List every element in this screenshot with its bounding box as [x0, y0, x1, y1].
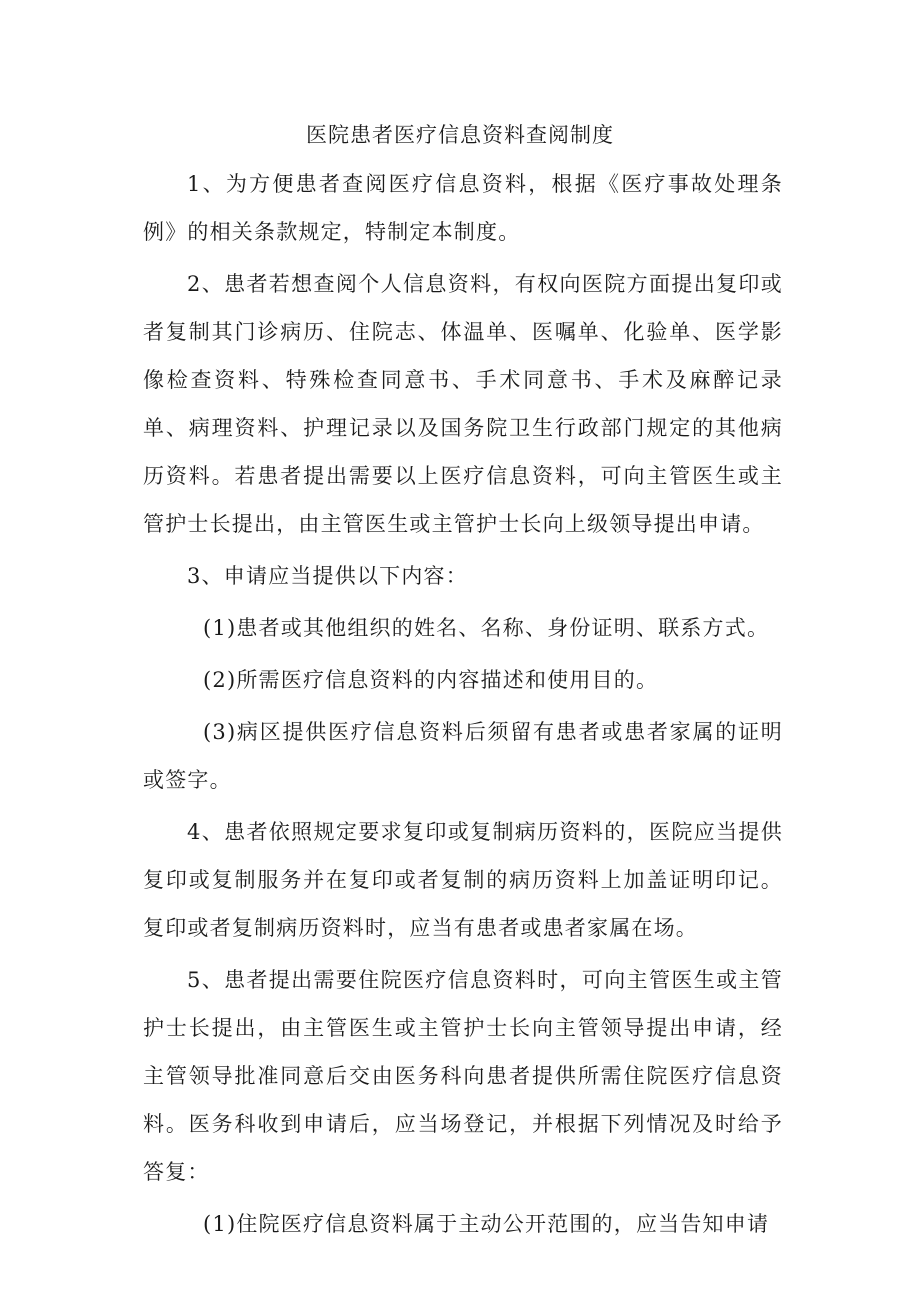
- paragraph-3: 3、申请应当提供以下内容：: [187, 564, 468, 588]
- paragraph-1: 1、为方便患者查阅医疗信息资料，根据《医疗事故处理条例》的相关条款规定，特制定本制度。: [143, 172, 783, 244]
- paragraph-2: 2、患者若想查阅个人信息资料，有权向医院方面提出复印或者复制其门诊病历、住院志、体温单、医嘱单、化验单、医学影像检查资料、特殊检查同意书、手术同意书、手术及麻醉记录单、病理资料、护理记录以及国务院卫生行政部门规定的其他病历资料。若患者提出需要以上医疗信息资料，可向主管医生或主管护士长提出，由主管医生或主管护士长向上级领导提出申请。: [143, 272, 783, 536]
- paragraph-4: 4、患者依照规定要求复印或复制病历资料的，医院应当提供复印或复制服务并在复印或者复制的病历资料上加盖证明印记。复印或者复制病历资料时，应当有患者或患者家属在场。: [143, 820, 783, 940]
- paragraph-5: 5、患者提出需要住院医疗信息资料时，可向主管医生或主管护士长提出，由主管医生或主管护士长向主管领导提出申请，经主管领导批准同意后交由医务科向患者提供所需住院医疗信息资料。医务科收到申请后，应当场登记，并根据下列情况及时给予答复：: [143, 968, 783, 1184]
- paragraph-5-item-1: (1)住院医疗信息资料属于主动公开范围的，应当告知申请: [203, 1212, 770, 1236]
- paragraph-3-item-1: (1)患者或其他组织的姓名、名称、身份证明、联系方式。: [203, 616, 770, 640]
- paragraph-3-item-2: (2)所需医疗信息资料的内容描述和使用目的。: [203, 668, 659, 692]
- paragraph-3-item-3: (3)病区提供医疗信息资料后须留有患者或患者家属的证明或签字。: [143, 720, 783, 792]
- document-title: 医院患者医疗信息资料查阅制度: [306, 123, 614, 147]
- document-body: [143, 160, 783, 1252]
